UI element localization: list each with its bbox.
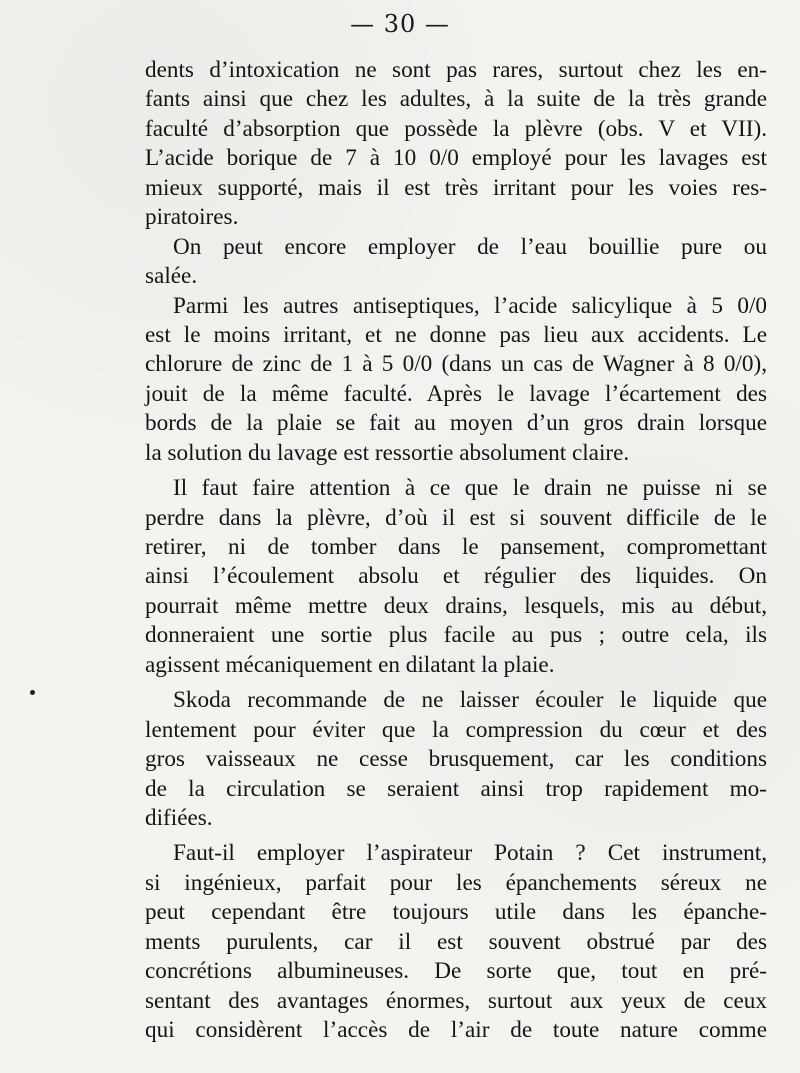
text-line: Il faut faire attention à ce que le drain ne puisse ni se xyxy=(173,475,767,502)
text-line: Faut-il employer l’aspirateur Potain ? Cet instrument, xyxy=(173,840,767,867)
text-line: si ingénieux, parfait pour les épanchements séreux ne xyxy=(145,869,767,896)
text-line: ainsi l’écoulement absolu et régulier des liquides. On xyxy=(145,563,767,590)
text-line: concrétions albumineuses. De sorte que, tout en pré- xyxy=(145,958,767,985)
text-line: donneraient une sortie plus facile au pus ; outre cela, ils xyxy=(145,622,767,649)
text-line: gros vaisseaux ne cesse brusquement, car les conditions xyxy=(145,746,767,773)
text-line: L’acide borique de 7 à 10 0/0 employé pour les lavages est xyxy=(145,145,767,172)
text-line: mieux supporté, mais il est très irritant pour les voies res- xyxy=(145,174,767,201)
text-line: On peut encore employer de l’eau bouillie pure ou xyxy=(173,233,767,260)
text-line: difiées. xyxy=(145,804,213,831)
text-line: Skoda recommande de ne laisser écouler le liquide que xyxy=(173,687,767,714)
text-line: faculté d’absorption que possède la plèvre (obs. V et VII). xyxy=(145,115,767,142)
text-line: agissent mécaniquement en dilatant la plaie. xyxy=(145,651,555,678)
text-line: Parmi les autres antiseptiques, l’acide salicylique à 5 0/0 xyxy=(173,292,767,319)
text-line: sentant des avantages énormes, surtout aux yeux de ceux xyxy=(145,987,767,1014)
text-line: salée. xyxy=(145,263,198,290)
text-line: jouit de la même faculté. Après le lavage l’écartement des xyxy=(145,380,767,407)
text-line: qui considèrent l’accès de l’air de toute nature comme xyxy=(145,1017,767,1043)
text-line: chlorure de zinc de 1 à 5 0/0 (dans un cas de Wagner à 8 0/0), xyxy=(145,351,767,378)
paragraph xyxy=(145,474,767,680)
text-line: de la circulation se seraient ainsi trop rapidement mo- xyxy=(145,775,767,802)
text-line: perdre dans la plèvre, d’où il est si souvent difficile de le xyxy=(145,504,767,531)
text-line: pourrait même mettre deux drains, lesquels, mis au début, xyxy=(145,592,767,619)
text-line: la solution du lavage est ressortie absolument claire. xyxy=(145,439,630,466)
text-line: est le moins irritant, et ne donne pas lieu aux accidents. Le xyxy=(145,321,767,348)
paragraph xyxy=(145,839,767,1045)
text-line: peut cependant être toujours utile dans les épanche- xyxy=(145,899,767,926)
paragraph xyxy=(145,686,767,833)
margin-dot xyxy=(30,690,35,695)
paragraph xyxy=(145,56,767,233)
text-line: fants ainsi que chez les adultes, à la suite de la très grande xyxy=(145,86,767,113)
text-line: retirer, ni de tomber dans le pansement, compromettant xyxy=(145,534,767,560)
text-line: bords de la plaie se fait au moyen d’un gros drain lorsque xyxy=(145,410,767,437)
text-line: piratoires. xyxy=(145,204,239,231)
text-line: lentement pour éviter que la compression du cœur et des xyxy=(145,716,767,743)
text-line: ments purulents, car il est souvent obstrué par des xyxy=(145,928,767,955)
paragraph xyxy=(145,292,767,469)
page-number: — 30 — xyxy=(350,10,450,38)
document-text xyxy=(145,56,767,1045)
text-line: dents d’intoxication ne sont pas rares, surtout chez les en- xyxy=(145,57,767,83)
paragraph xyxy=(145,233,767,292)
